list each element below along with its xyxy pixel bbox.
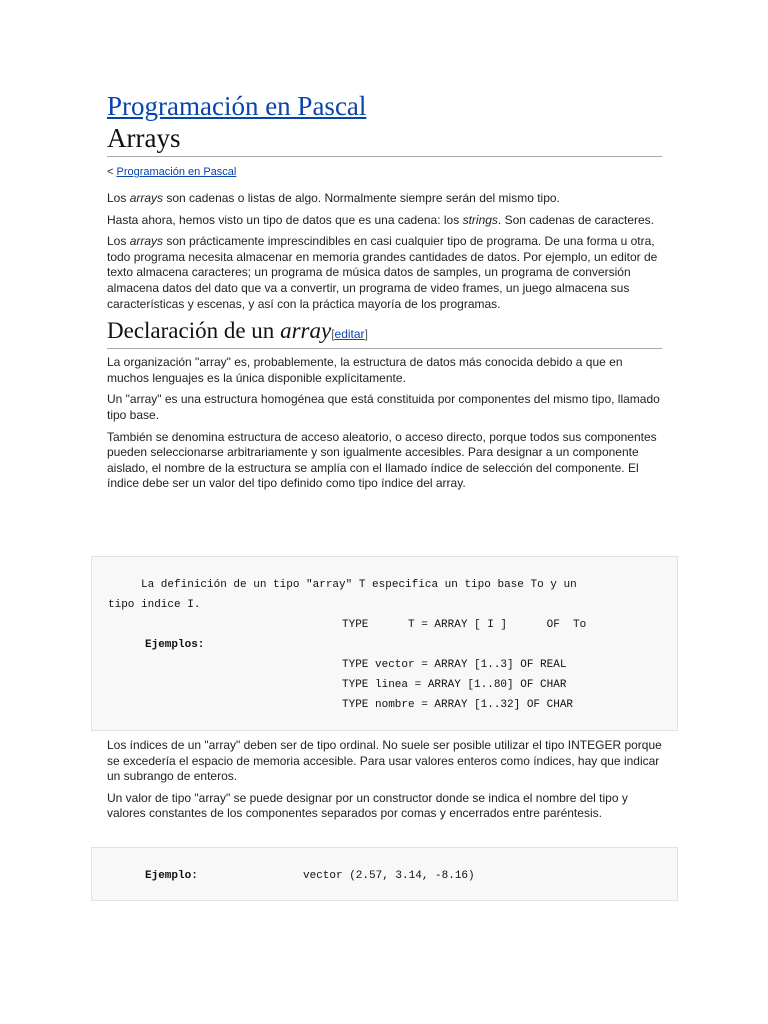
code-block-example	[91, 847, 678, 901]
code-line: TYPE T = ARRAY [ I ] OF To	[342, 619, 587, 631]
code-block-definition	[91, 556, 678, 731]
breadcrumb-link[interactable]: Programación en Pascal	[116, 166, 237, 178]
code-label: Ejemplos:	[145, 639, 205, 651]
section-paragraph-1: La organización "array" es, probablemente, la estructura de datos más conocida debido a que en muchos lenguajes es la única disponible explícitamente.	[107, 355, 623, 385]
code-label: Ejemplo:	[145, 870, 198, 882]
code-line: TYPE linea = ARRAY [1..80] OF CHAR	[342, 679, 567, 691]
intro-paragraph-2: Hasta ahora, hemos visto un tipo de datos que es una cadena: los strings. Son cadenas de caracteres.	[107, 212, 655, 227]
code-line: La definición de un tipo "array" T especifica un tipo base To y un	[108, 579, 577, 591]
section-heading: Declaración de un array[editar]	[107, 318, 662, 349]
intro-paragraph-3: Los arrays son prácticamente imprescindibles en casi cualquier tipo de programa. De una forma u otra, todo programa necesita almacenar en memoria grandes cantidades de datos. Por ejemplo, un editor de texto almacena caracteres; un programa de música datos de samples, un programa de conversión almacena datos del dato que va a convertir, un programa de video frames, un juego almacena sus características y escenas, y así con la práctica mayoría de los programas.	[107, 234, 658, 311]
code-line: TYPE nombre = ARRAY [1..32] OF CHAR	[342, 699, 574, 711]
after-paragraph-2: Un valor de tipo "array" se puede designar por un constructor donde se indica el nombre del tipo y valores constantes de los componentes separados por comas y encerrados entre paréntesis.	[107, 790, 628, 821]
breadcrumb-prefix: <	[107, 166, 114, 178]
after-code-text	[107, 738, 662, 828]
article-body	[107, 90, 662, 498]
code-line: vector (2.57, 3.14, -8.16)	[303, 870, 475, 882]
page-title: Arrays	[107, 122, 662, 157]
after-paragraph-1: Los índices de un "array" deben ser de tipo ordinal. No suele ser posible utilizar el tipo INTEGER porque se excedería el espacio de memoria accesible. Para usar valores enteros como índices, hay que indicar un subrango de enteros.	[107, 738, 662, 784]
book-title-link[interactable]: Programación en Pascal	[107, 91, 367, 121]
section-paragraph-2: Un "array" es una estructura homogénea que está constituida por componentes del mismo tipo, llamado tipo base.	[107, 392, 660, 422]
code-line: tipo indice I.	[108, 599, 201, 611]
edit-section: [editar]	[331, 327, 368, 342]
intro-paragraph-1: Los arrays son cadenas o listas de algo. Normalmente siempre serán del mismo tipo.	[107, 191, 560, 205]
breadcrumb	[107, 165, 662, 179]
edit-link[interactable]: editar	[334, 327, 365, 342]
code-line: TYPE vector = ARRAY [1..3] OF REAL	[342, 659, 567, 671]
section-paragraph-3: También se denomina estructura de acceso aleatorio, o acceso directo, porque todos sus componentes pueden seleccionarse arbitrariamente y son igualmente accesibles. Para designar a un componente aislado, el nombre de la estructura se amplía con el llamado índice de selección del componente. El índice debe ser un valor del tipo definido como tipo índice del array.	[107, 429, 657, 491]
